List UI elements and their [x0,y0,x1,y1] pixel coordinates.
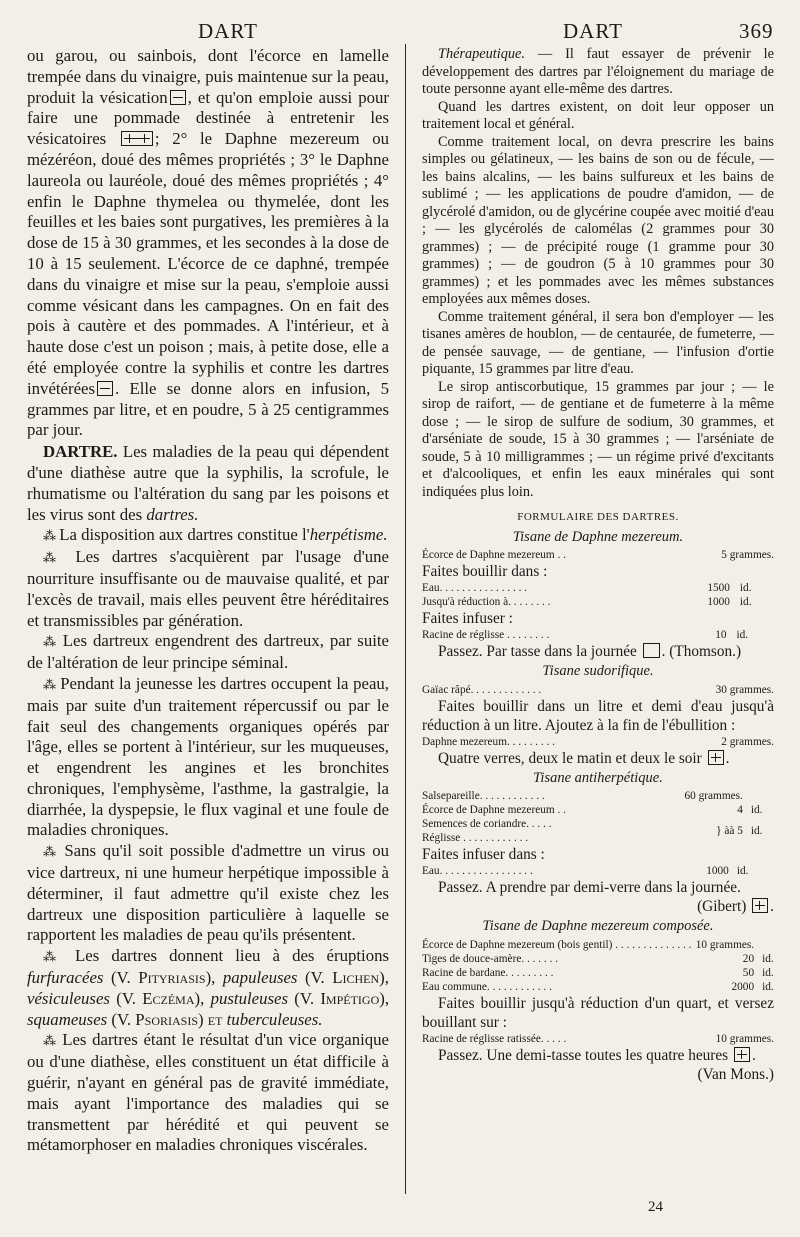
text-run-italic: squameuses [27,1009,108,1029]
page-number: 369 [739,19,774,43]
paragraph [422,46,774,99]
text-run: Les dartres s'acquièrent par l'usage d'une nourriture insuffisante ou de mauvaise qualité, et par l'excès de travail, mais elles peuvent être héréditaires et transmissibles par génération. [27,547,389,630]
asterism-icon: ⁂ [43,676,56,692]
text-run: . (Thomson.) [661,643,742,660]
paragraph: Comme traitement général, il sera bon d'employer — les tisanes amères de houblon, — de centaurée, de fumeterre, — de pensée sauvage, — de gentiane, — l'infusion d'ortie piquante, 15 grammes par litre d'eau. [422,308,774,377]
text-run: Les maladies de la peau qui dépendent d'une diathèse autre que la syphilis, la scrofule, le rhumatisme ou l'altération du sang par les poisons et les virus sont des [27,442,389,524]
ingredient-table [422,1032,774,1046]
text-run: Réglisse . . . . . . . . . . . . [422,832,529,844]
ingredient-name: Écorce de Daphne mezereum (bois gentil) . . . . . . . . . . . . . . [422,938,692,951]
author-credit: (Van Mons.) [697,1065,774,1083]
ingredient-table [422,789,774,845]
ingredient-table [422,864,774,878]
instruction: Passez. A prendre par demi-verre dans la journée. [438,879,741,896]
double-cross-sign-icon [121,131,153,146]
paragraph [27,674,389,841]
ingredient-table [422,735,774,749]
recipe-title: Tisane antiherpétique. [533,769,663,786]
paragraph [27,46,389,441]
recipe-title: Tisane de Daphne mezereum. [512,528,684,545]
recipe-title: Tisane sudorifique. [542,663,654,679]
column-rule [405,44,406,1194]
ingredient-name: Racine de réglisse ratissée. . . . . [422,1032,567,1045]
formulary-title: FORMULAIRE DES DARTRES. [517,511,679,523]
ingredient-qty: 60 grammes. [684,790,743,802]
instruction: Faites infuser dans : [422,846,545,863]
running-head-left: DART [198,19,258,43]
text-run: Les dartreux engendrent des dartreux, par suite de l'altération de leur principe séminal. [27,631,389,673]
asterism-icon: ⁂ [43,634,57,650]
text-run-italic: papuleuses [222,968,298,988]
ingredient-name: Écorce de Daphne mezereum . . [422,804,566,816]
text-run: Les dartres étant le résultat d'un vice organique ou d'une diathèse, elles constituent un état difficile à guérir, n'ayant en général pas de gravité immédiate, mais ayant l'importance des maladies qui se transmettent par hérédité et qui peuvent se métamorphoser en maladies chroniques viscérales. [27,1030,389,1155]
paragraph [27,1030,389,1156]
left-column [27,46,389,1156]
paragraph [27,547,389,631]
text-run: Semences de coriandre. . . . . [422,818,552,830]
ingredient-unit: id. [736,629,749,641]
text-run: La disposition aux dartres constitue l' [59,525,310,545]
ingredient-table [422,581,774,609]
cross-reference: (V. Eczéma), [116,988,205,1008]
ingredient-unit: id. [739,582,752,594]
text-run: Sans qu'il soit possible d'admettre un virus ou vice dartreux, ni une humeur herpétique impossible à déterminer, il faut admettre qu'il existe chez les dartreux une disposition particulière à laquelle se rapportent les maladies de peau qu'ils présentent. [27,841,389,945]
cross-reference: (V. Lichen), [305,968,389,988]
ingredient-name [422,817,650,845]
ingredient-name: Eau. . . . . . . . . . . . . . . . . [422,865,533,877]
paragraph: Comme traitement local, on devra prescrire les bains simples ou gélatineux, — les bains de son ou de fécule, — les bains alcalins, — les bains sulfureux et les bains de sublimé ; — les applications de poudre d'amidon, — de glycérolé d'amidon, ou de glycérine coupée avec moitié d'eau ; — les glycérolés de calomélas (2 grammes pour 30 grammes) ; — de précipité rouge (1 gramme pour 30 grammes) ; — de goudron (5 à 10 grammes pour 30 grammes) ; et les pommades avec les mêmes substances employées aux mêmes doses. [422,133,774,307]
paragraph-dartre [27,442,389,525]
ingredient-qty: 1000 [707,596,730,608]
text-run-italic: furfuracées [27,968,104,988]
ingredient-qty: 2 grammes. [721,735,774,748]
paragraph [27,631,389,674]
text-run: — Il faut essayer de prévenir le développement des dartres par l'éloignement du mariage de toute personne ayant elle-même des dartres. [422,46,774,97]
ingredient-unit: id. [762,966,774,979]
cross-sign-icon [734,1047,750,1062]
ingredient-unit: id. [739,596,752,608]
ingredient-name: Daphne mezereum. . . . . . . . . [422,735,556,748]
instruction: Faites bouillir dans : [422,563,548,580]
paragraph [27,525,389,547]
cross-reference: (V. Impétigo), [294,988,389,1008]
ingredient-qty: 1500 [707,582,730,594]
toxic-sign-icon [97,381,113,396]
text-run: Quatre verres, deux le matin et deux le soir [438,749,702,767]
ingredient-qty: 50 [742,966,755,979]
instruction: Quatre verres, deux le matin et deux le soir . [438,749,730,767]
asterism-icon: ⁂ [43,528,55,544]
ingredient-unit: id. [750,804,763,816]
ingredient-qty: 20 [742,952,755,965]
text-run: ; 2° le Daphne mezereum ou mézéréon, doué des mêmes propriétés ; 3° le Daphne laureola ou lauréole, doué des mêmes propriétés ; 4° enfin le Daphne thymelea ou thymelée, dont les feuilles et les baies sont purgatives, les premières à la dose de 15 à 30 grammes, et les secondes à la dose de 10 à 15 seulement. L'écorce de ce daphné, trempée dans du vinaigre et mise sur la peau, s'emploie aussi comme vésicant dans les campagnes. On en fait des pois à cautère et des pommades. A l'intérieur, et à haute dose c'est un poison ; mais, à petite dose, elle a été employée contre la syphilis et contre les dartres invétérées [27,129,389,398]
paragraph [27,841,389,946]
right-column [422,46,774,1084]
ingredient-qty: 10 [715,629,727,641]
instruction: Passez. Une demi-tasse toutes les quatre heures . [438,1046,756,1064]
asterism-icon: ⁂ [43,949,63,965]
instruction: Faites bouillir dans un litre et demi d'eau jusqu'à réduction à un litre. Ajoutez à la fin de l'ébullition : [422,697,774,734]
ingredient-qty: 1000 [706,865,729,877]
text-run-italic: vésiculeuses [27,988,110,1008]
section-label: Thérapeutique. [438,46,525,62]
ingredient-qty: 10 grammes. [715,1032,774,1045]
ingredient-table [422,548,774,562]
paragraph: Quand les dartres existent, on doit leur opposer un traitement local et général. [422,98,774,132]
asterism-icon: ⁂ [43,1033,57,1049]
ingredient-table [422,628,774,642]
signature-mark: 24 [648,1199,663,1215]
ingredient-name: Gaïac râpé. . . . . . . . . . . . . [422,683,542,696]
ingredient-unit: id. [736,865,749,877]
cross-reference: (V. Pityriasis), [110,968,216,988]
text-run-italic: dartres. [146,504,199,524]
ingredient-table [422,683,774,697]
ingredient-qty: 5 grammes. [721,549,774,561]
text-run: Passez. Par tasse dans la journée [438,643,637,660]
recipe-title: Tisane de Daphne mezereum composée. [482,918,714,934]
text-run: Passez. Une demi-tasse toutes les quatre heures [438,1046,729,1064]
cross-sign-icon [752,898,768,913]
text-run: 5 [737,825,743,837]
ingredient-qty: 10 grammes. [695,938,755,951]
ingredient-unit: id. [762,952,774,965]
ingredient-unit: id. [762,980,774,993]
cross-reference: (V. Psoriasis) et [111,1009,223,1029]
text-run-italic: tuberculeuses. [226,1009,323,1029]
ingredient-qty: 4 [737,804,743,816]
cross-sign-icon [708,750,724,765]
text-run: ou garou, ou sainbois, dont l'écorce en lamelle trempée dans du vinaigre, puis maintenue sur la peau, produit la vésication [27,46,389,107]
ingredient-qty: 30 grammes. [715,683,774,696]
ingredient-name: Eau. . . . . . . . . . . . . . . . [422,582,528,594]
ingredient-name: Salsepareille. . . . . . . . . . . . [422,790,545,802]
running-head-right: DART [563,19,623,43]
ingredient-name: Racine de réglisse . . . . . . . . [422,629,550,641]
author-credit: (Gibert) . [697,898,774,915]
text-run: Pendant la jeunesse les dartres occupent la peau, mais par suite d'un traitement répercussif ou par le fait seul des changements organiques opérés par l'âge, elles se portent à l'intérieur, sur les muqueuses, et engendrent les angines et les bronchites chroniques, l'emphysème, l'asthme, la gastralgie, la diarrhée, la dyspepsie, le flux vaginal et une foule de maladies chroniques. [27,673,389,840]
asterism-icon: ⁂ [43,844,58,860]
text-run: } àà [716,825,735,837]
text-run: , et qu'on emploie aussi pour faire une pommade destinée à entretenir les vésicatoires [27,87,389,149]
text-run: (Gibert) [697,898,747,915]
text-run-italic: pustuleuses [210,988,288,1008]
ingredient-name: Jusqu'à réduction à. . . . . . . . [422,596,551,608]
ingredient-table [422,938,774,994]
asterism-icon: ⁂ [43,550,64,566]
paragraph: Le sirop antiscorbutique, 15 grammes par jour ; — le sirop de raifort, — de gentiane et de fumeterre à la même dose ; — le sirop de sulfure de sodium, 30 grammes, et d'arséniate de soude, 15 à 30 grammes ; — l'arséniate de soude, 5 à 10 milligrammes ; — un régime privé d'excitants et d'alcooliques, et enfin les eaux minérales qui sont indiquées plus loin. [422,378,774,500]
ingredient-name: Racine de bardane. . . . . . . . . [422,966,554,979]
instruction [422,642,774,661]
instruction: Faites bouillir jusqu'à réduction d'un quart, et versez bouillant sur : [422,994,774,1031]
ingredient-qty [650,817,743,845]
paragraph [27,946,389,1030]
instruction: Faites infuser : [422,610,513,627]
text-run: . Elle se donne alors en infusion, 5 grammes par litre, et en poudre, 5 à 25 centigrammes par jour. [27,378,389,440]
text-run: Les dartres donnent lieu à des éruptions [75,946,389,966]
ingredient-qty: 2000 [731,980,755,993]
ingredient-name: Écorce de Daphne mezereum . . [422,549,566,561]
text-run-italic: herpétisme. [309,525,388,545]
entry-heading: DARTRE. [43,442,118,462]
toxic-sign-icon [170,90,186,105]
ingredient-name: Eau commune. . . . . . . . . . . . [422,980,552,993]
ingredient-name: Tiges de douce-amère. . . . . . . [422,952,559,965]
ingredient-unit: id. [750,825,763,837]
ordinary-sign-icon [643,643,660,658]
